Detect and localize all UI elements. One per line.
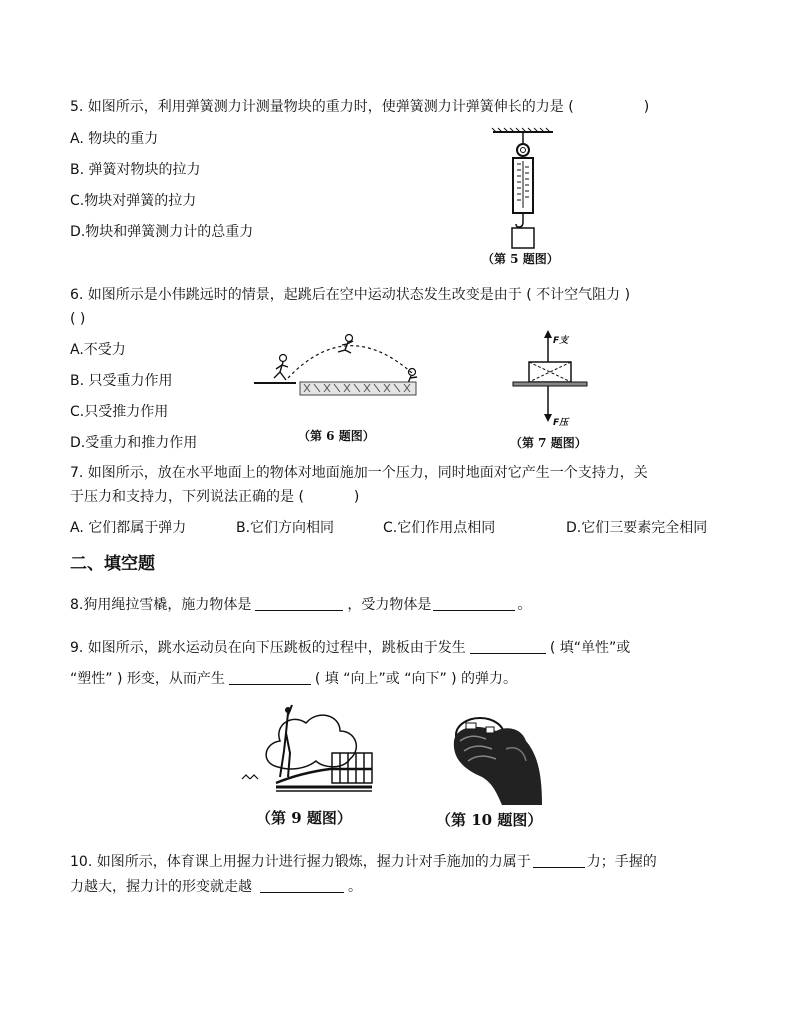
q10-line1: 10. 如图所示，体育课上用握力计进行握力锻炼，握力计对手施加的力属于 力；手握的 [70, 854, 657, 870]
q9-blank-2[interactable] [229, 670, 311, 685]
q9-figure-caption: （第 9 题图） [256, 809, 352, 827]
long-jump-figure [252, 328, 432, 403]
q6-option-d: D.受重力和推力作用 [70, 435, 198, 451]
q6-option-c: C.只受推力作用 [70, 404, 169, 420]
q10-blank-2[interactable] [260, 878, 344, 893]
q9-line2: “塑性” ) 形变，从而产生 ( 填 “向上”或 “向下” ) 的弹力。 [70, 671, 518, 687]
force-diagram-figure [505, 328, 595, 428]
q7-option-a: A. 它们都属于弹力 [70, 520, 187, 536]
q7-stem-line2: 于压力和支持力，下列说法正确的是 ( ) [70, 489, 360, 505]
q5-option-d: D.物块和弹簧测力计的总重力 [70, 224, 254, 240]
q8-blank-1[interactable] [255, 596, 343, 611]
q10-blank-1[interactable] [533, 853, 585, 868]
spring-scale-figure [488, 128, 558, 253]
force-down-label: F压 [553, 418, 569, 428]
section-title: 二、填空题 [70, 554, 155, 574]
q7-option-d: D.它们三要素完全相同 [566, 520, 708, 536]
q8-stem: 8.狗用绳拉雪橇，施力物体是 ，受力物体是 。 [70, 597, 532, 613]
diving-board-figure [240, 703, 375, 803]
q7-option-c: C.它们作用点相同 [383, 520, 496, 536]
q6-figure-caption: （第 6 题图） [298, 429, 375, 443]
q9-line1: 9. 如图所示，跳水运动员在向下压跳板的过程中，跳板由于发生 ( 填“单性”或 [70, 640, 631, 656]
q5-option-a: A. 物块的重力 [70, 131, 159, 147]
q6-answer-paren: ( ) [70, 311, 86, 327]
q8-blank-2[interactable] [433, 596, 515, 611]
grip-dynamometer-figure [446, 705, 546, 805]
q5-option-b: B. 弹簧对物块的拉力 [70, 162, 201, 178]
force-up-label: F支 [553, 336, 569, 346]
q10-figure-caption: （第 10 题图） [436, 811, 543, 829]
q7-option-b: B.它们方向相同 [236, 520, 335, 536]
q7-figure-caption: （第 7 题图） [510, 436, 587, 450]
q5-stem: 5. 如图所示，利用弹簧测力计测量物块的重力时，使弹簧测力计弹簧伸长的力是 ( ) [70, 99, 650, 115]
q5-figure-caption: （第 5 题图） [482, 252, 559, 266]
q10-line2: 力越大，握力计的形变就走越 。 [70, 879, 362, 895]
q5-option-c: C.物块对弹簧的拉力 [70, 193, 197, 209]
q6-option-b: B. 只受重力作用 [70, 373, 173, 389]
q6-option-a: A.不受力 [70, 342, 126, 358]
q6-stem: 6. 如图所示是小伟跳远时的情景，起跳后在空中运动状态发生改变是由于 ( 不计空气阻力 ) [70, 287, 631, 303]
q7-stem-line1: 7. 如图所示，放在水平地面上的物体对地面施加一个压力，同时地面对它产生一个支持力，关 [70, 465, 648, 481]
q9-blank-1[interactable] [470, 639, 546, 654]
